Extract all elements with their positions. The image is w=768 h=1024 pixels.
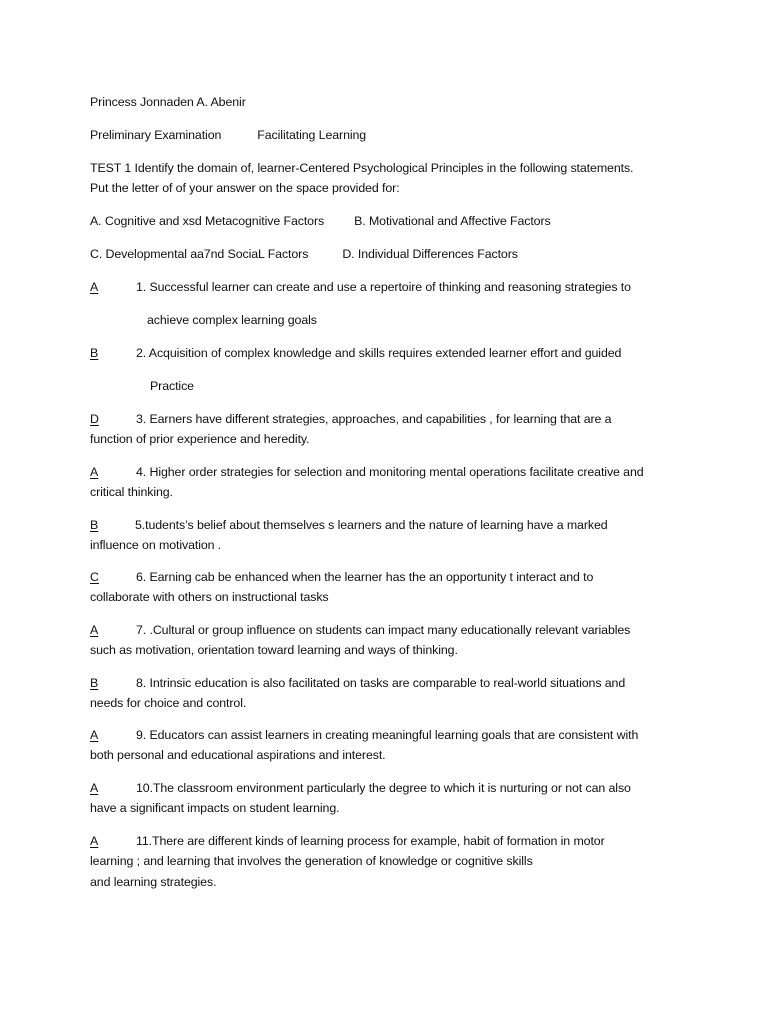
option-d: D. Individual Differences Factors (342, 247, 518, 261)
subject-title: Facilitating Learning (257, 128, 367, 142)
answer-letter: A (90, 781, 99, 795)
question-text-line-2: learning ; and learning that involves the generation of knowledge or cognitive skills (90, 854, 533, 868)
question-text-line-1: 1. Successful learner can create and use a repertoire of thinking and reasoning strategies to (136, 280, 631, 294)
question-text-line-1: 5.tudents’s belief about themselves s learners and the nature of learning have a marked (135, 518, 608, 532)
options-row-2 (90, 246, 518, 262)
question-text-line-1: 7. .Cultural or group influence on students can impact many educationally relevant variables (136, 623, 631, 637)
question-text-line-2: critical thinking. (90, 485, 173, 499)
question-text-line-1: 2. Acquisition of complex knowledge and skills requires extended learner effort and guided (136, 346, 622, 360)
option-a: A. Cognitive and xsd Metacognitive Factors (90, 214, 325, 228)
question-text-line-2: achieve complex learning goals (147, 313, 317, 327)
answer-letter: A (90, 623, 99, 637)
question-text-line-2: both personal and educational aspirations and interest. (90, 748, 386, 762)
answer-letter: A (90, 280, 99, 294)
answer-letter: A (90, 465, 99, 479)
question-text-line-3: and learning strategies. (90, 875, 217, 889)
question-text-line-2: have a significant impacts on student learning. (90, 801, 340, 815)
question-text-line-1: 3. Earners have different strategies, approaches, and capabilities , for learning that are a (136, 412, 612, 426)
question-text-line-2: collaborate with others on instructional tasks (90, 590, 329, 604)
question-text-line-1: 11.There are different kinds of learning process for example, habit of formation in motor (136, 834, 605, 848)
option-c: C. Developmental aa7nd SociaL Factors (90, 247, 309, 261)
instructions-line-1: TEST 1 Identify the domain of, learner-Centered Psychological Principles in the following statements. (90, 161, 634, 175)
question-text-line-2: Practice (150, 379, 194, 393)
student-name: Princess Jonnaden A. Abenir (90, 95, 246, 109)
option-b: B. Motivational and Affective Factors (354, 214, 551, 228)
instructions-line-2: Put the letter of of your answer on the space provided for: (90, 181, 400, 195)
question-text-line-1: 8. Intrinsic education is also facilitated on tasks are comparable to real-world situations and (136, 676, 626, 690)
options-row-1 (90, 213, 551, 229)
question-text-line-2: function of prior experience and heredity. (90, 432, 310, 446)
answer-letter: C (90, 570, 99, 584)
answer-letter: B (90, 518, 99, 532)
exam-title: Preliminary Examination (90, 128, 222, 142)
question-text-line-2: influence on motivation . (90, 538, 222, 552)
question-text-line-1: 10.The classroom environment particularly the degree to which it is nurturing or not can also (136, 781, 631, 795)
question-text-line-1: 4. Higher order strategies for selection and monitoring mental operations facilitate creative and (136, 465, 644, 479)
answer-letter: A (90, 728, 99, 742)
answer-letter: B (90, 676, 99, 690)
answer-letter: A (90, 834, 99, 848)
question-text-line-2: needs for choice and control. (90, 696, 247, 710)
answer-letter: B (90, 346, 99, 360)
question-text-line-1: 9. Educators can assist learners in creating meaningful learning goals that are consistent with (136, 728, 639, 742)
exam-title-line (90, 127, 366, 143)
question-text-line-2: such as motivation, orientation toward learning and ways of thinking. (90, 643, 458, 657)
answer-letter: D (90, 412, 99, 426)
question-text-line-1: 6. Earning cab be enhanced when the learner has the an opportunity t interact and to (136, 570, 594, 584)
